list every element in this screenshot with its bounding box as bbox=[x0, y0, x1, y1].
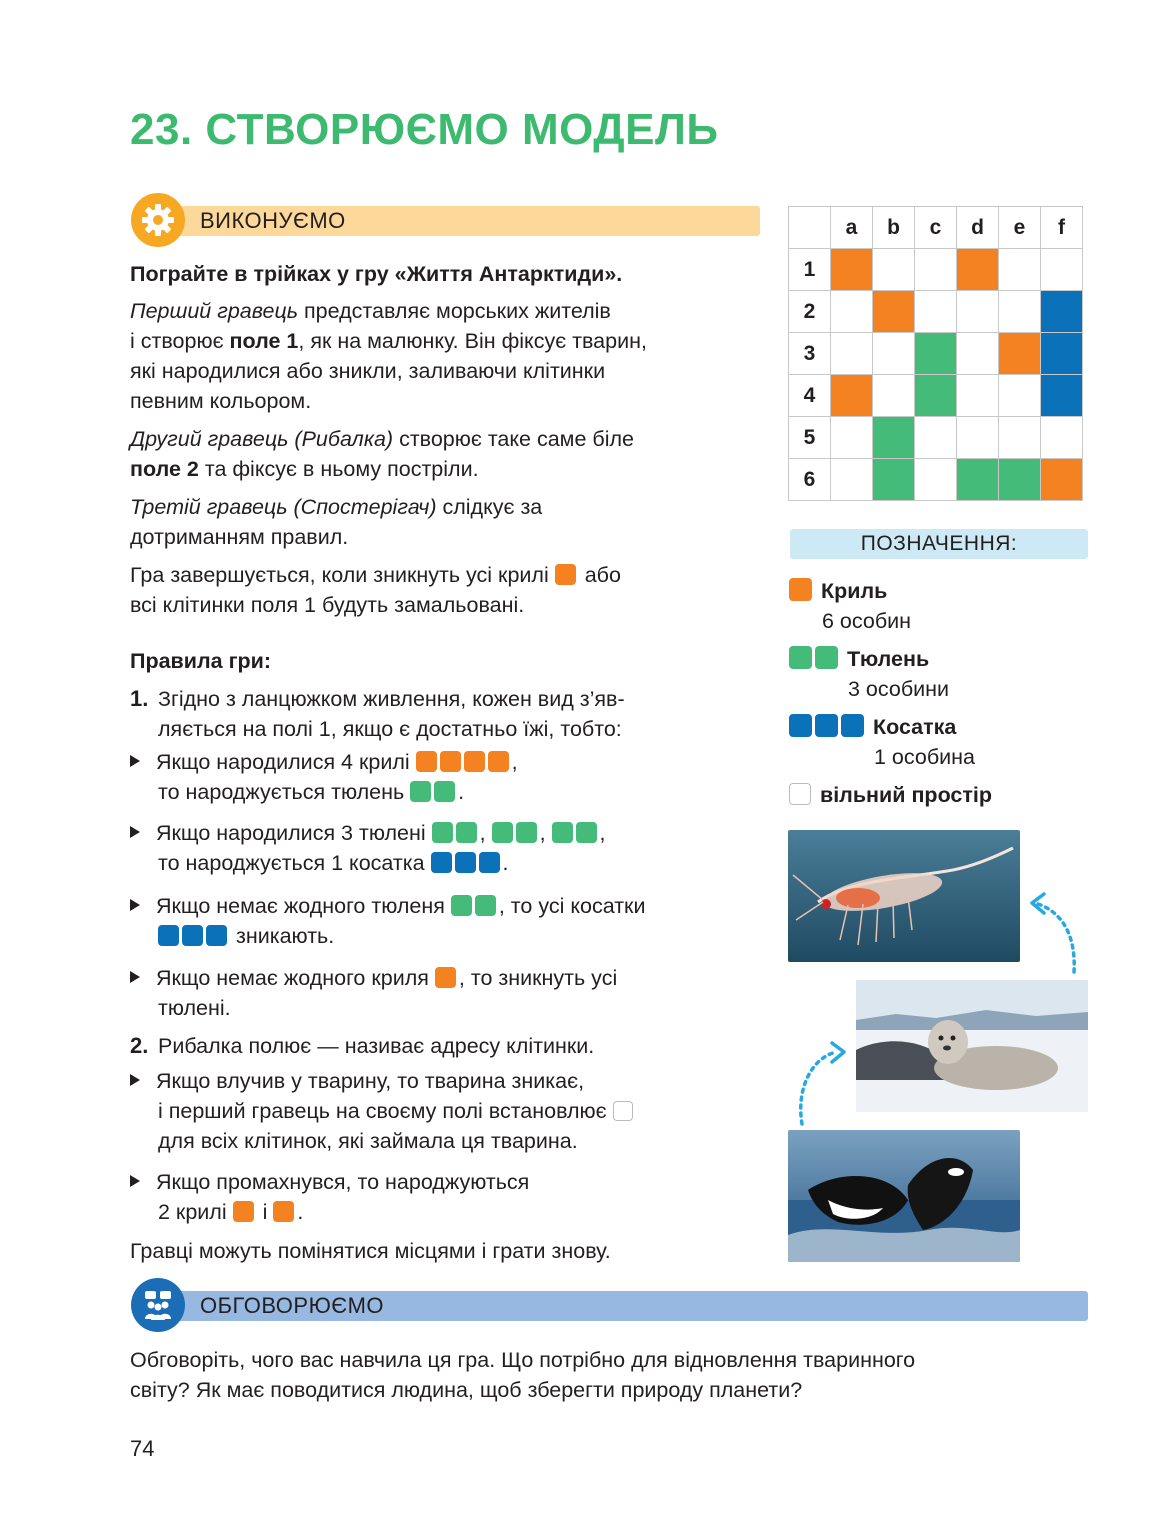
grid-cell bbox=[873, 459, 915, 501]
bullet-arrow-icon bbox=[130, 1175, 140, 1187]
bullet-5-line2: і перший гравець на своєму полі встановлює bbox=[158, 1096, 636, 1126]
grid-cell bbox=[915, 417, 957, 459]
grid-column-header: b bbox=[873, 207, 915, 249]
bullet-6-line2: 2 крилі і . bbox=[158, 1200, 304, 1224]
grid-cell bbox=[999, 249, 1041, 291]
discussion-group-icon bbox=[131, 1278, 185, 1332]
rule-1-line2: ляється на полі 1, якщо є достатньо їжі, тобто: bbox=[158, 717, 622, 741]
paragraph-end-line1: Гра завершується, коли зникнуть усі крилі або bbox=[130, 563, 621, 587]
dotted-arrow-to-seal-icon bbox=[794, 1038, 854, 1128]
krill-photo bbox=[788, 830, 1020, 962]
legend-free-space: вільний простір bbox=[789, 780, 992, 810]
grid-cell bbox=[1041, 459, 1083, 501]
bullet-3-line1: Якщо немає жодного тюленя , то усі косатки bbox=[130, 891, 645, 921]
section-label-discuss: ОБГОВОРЮЄМО bbox=[200, 1293, 385, 1318]
bullet-arrow-icon bbox=[130, 971, 140, 983]
gear-icon bbox=[131, 193, 185, 247]
page-number: 74 bbox=[130, 1436, 155, 1461]
grid-cell bbox=[831, 291, 873, 333]
grid-row-header: 1 bbox=[789, 249, 831, 291]
paragraph-first-player-line4: певним кольором. bbox=[130, 389, 312, 413]
grid-row-header: 3 bbox=[789, 333, 831, 375]
grid-row-header: 6 bbox=[789, 459, 831, 501]
bullet-arrow-icon bbox=[130, 826, 140, 838]
bullet-1-line2: то народжується тюлень . bbox=[158, 780, 465, 804]
grid-column-header: d bbox=[957, 207, 999, 249]
paragraph-first-player-line2: і створює поле 1, як на малюнку. Він фіксує тварин, bbox=[130, 329, 647, 353]
bullet-3-line2: зникають. bbox=[158, 921, 334, 951]
bullet-arrow-icon bbox=[130, 1074, 140, 1086]
legend-heading: ПОЗНАЧЕННЯ: bbox=[860, 532, 1018, 555]
grid-cell bbox=[957, 375, 999, 417]
grid-row-header: 2 bbox=[789, 291, 831, 333]
grid-cell bbox=[873, 291, 915, 333]
grid-cell bbox=[831, 459, 873, 501]
bullet-4-line1: Якщо немає жодного криля , то зникнуть усі bbox=[130, 963, 617, 993]
grid-column-header: f bbox=[1041, 207, 1083, 249]
grid-column-header: c bbox=[915, 207, 957, 249]
grid-cell bbox=[915, 333, 957, 375]
paragraph-second-player-line2: поле 2 та фіксує в ньому постріли. bbox=[130, 457, 479, 481]
closing-text: Гравці можуть помінятися місцями і грати знову. bbox=[130, 1239, 611, 1263]
legend-seal-count: 3 особини bbox=[848, 677, 950, 701]
rule-2-line1: 2. Рибалка полює — називає адресу клітинки. bbox=[130, 1033, 595, 1058]
grid-cell bbox=[873, 249, 915, 291]
discussion-line2: світу? Як має поводитися людина, щоб зберегти природу планети? bbox=[130, 1378, 803, 1402]
grid-cell bbox=[957, 333, 999, 375]
paragraph-second-player-line1: Другий гравець (Рибалка) створює таке саме біле bbox=[130, 427, 634, 451]
paragraph-first-player-line3: які народилися або зникли, заливаючи клітинки bbox=[130, 359, 606, 383]
grid-cell bbox=[831, 375, 873, 417]
empty-square-icon bbox=[613, 1101, 633, 1121]
grid-cell bbox=[873, 333, 915, 375]
bullet-6-line1: Якщо промахнувся, то народжуються bbox=[130, 1167, 529, 1197]
grid-cell bbox=[1041, 417, 1083, 459]
bullet-5-line1: Якщо влучив у тварину, то тварина зникає, bbox=[130, 1066, 584, 1096]
seal-photo bbox=[856, 980, 1088, 1112]
bullet-4-line2: тюлені. bbox=[158, 996, 231, 1020]
dotted-arrow-to-krill-icon bbox=[1024, 888, 1080, 978]
paragraph-end-line2: всі клітинки поля 1 будуть замальовані. bbox=[130, 593, 525, 617]
bullet-1-line1: Якщо народилися 4 крилі , bbox=[130, 747, 518, 777]
grid-cell bbox=[957, 417, 999, 459]
grid-cell bbox=[831, 417, 873, 459]
bullet-5-line3: для всіх клітинок, які займала ця тварина. bbox=[158, 1129, 578, 1153]
grid-cell bbox=[873, 375, 915, 417]
krill-square-icon bbox=[555, 564, 576, 585]
grid-corner-cell bbox=[789, 207, 831, 249]
intro-text: Пограйте в трійках у гру «Життя Антарктиди». bbox=[130, 262, 623, 286]
grid-row-header: 4 bbox=[789, 375, 831, 417]
discussion-line1: Обговоріть, чого вас навчила ця гра. Що потрібно для відновлення тваринного bbox=[130, 1348, 916, 1372]
grid-cell bbox=[831, 333, 873, 375]
grid-cell bbox=[1041, 375, 1083, 417]
legend-krill: Криль bbox=[789, 576, 887, 606]
grid-cell bbox=[1041, 249, 1083, 291]
grid-cell bbox=[915, 291, 957, 333]
paragraph-third-player-line1: Третій гравець (Спостерігач) слідкує за bbox=[130, 495, 543, 519]
grid-cell bbox=[957, 249, 999, 291]
bullet-2-line2: то народжується 1 косатка . bbox=[158, 851, 509, 875]
bullet-arrow-icon bbox=[130, 899, 140, 911]
grid-cell bbox=[1041, 333, 1083, 375]
legend-orca-count: 1 особина bbox=[874, 745, 975, 769]
grid-cell bbox=[1041, 291, 1083, 333]
grid-cell bbox=[999, 417, 1041, 459]
grid-cell bbox=[999, 291, 1041, 333]
grid-row-header: 5 bbox=[789, 417, 831, 459]
game-field-grid bbox=[788, 206, 1083, 501]
rule-1-line1: 1. Згідно з ланцюжком живлення, кожен вид з’яв- bbox=[130, 686, 625, 711]
orca-photo bbox=[788, 1130, 1020, 1262]
grid-cell bbox=[957, 459, 999, 501]
grid-cell bbox=[999, 375, 1041, 417]
grid-cell bbox=[999, 333, 1041, 375]
grid-cell bbox=[831, 249, 873, 291]
grid-cell bbox=[957, 291, 999, 333]
legend-seal: Тюлень bbox=[789, 644, 929, 674]
paragraph-first-player-line1: Перший гравець представляє морських жителів bbox=[130, 299, 611, 323]
bullet-2-line1: Якщо народилися 3 тюлені , , , bbox=[130, 818, 606, 848]
grid-column-header: a bbox=[831, 207, 873, 249]
legend-orca: Косатка bbox=[789, 712, 956, 742]
section-label-doing: ВИКОНУЄМО bbox=[200, 208, 346, 233]
grid-cell bbox=[915, 375, 957, 417]
grid-cell bbox=[915, 459, 957, 501]
legend-krill-count: 6 особин bbox=[822, 609, 912, 633]
grid-cell bbox=[915, 249, 957, 291]
grid-column-header: e bbox=[999, 207, 1041, 249]
paragraph-third-player-line2: дотриманням правил. bbox=[130, 525, 349, 549]
page-title: 23. СТВОРЮЄМО МОДЕЛЬ bbox=[130, 105, 719, 154]
bullet-arrow-icon bbox=[130, 755, 140, 767]
grid-cell bbox=[873, 417, 915, 459]
grid-cell bbox=[999, 459, 1041, 501]
rules-heading: Правила гри: bbox=[130, 649, 272, 673]
